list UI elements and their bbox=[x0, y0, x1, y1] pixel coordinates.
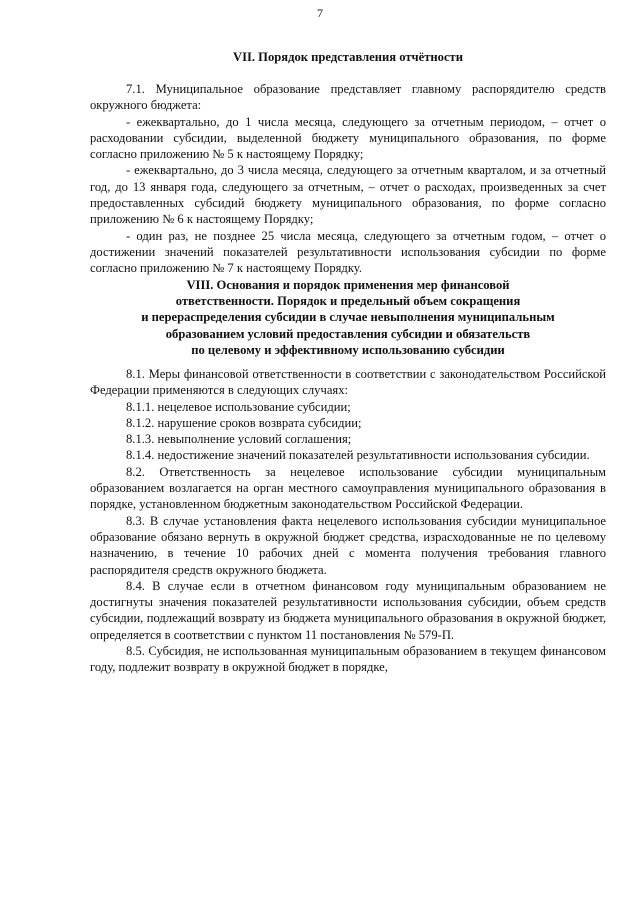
paragraph-7-1: 7.1. Муниципальное образование представляет главному распорядителю средств окружного бюджета: bbox=[90, 82, 606, 113]
paragraph-8-5: 8.5. Субсидия, не использованная муниципальным образованием в текущем финансовом году, подлежит возврату в окружной бюджет в порядке, bbox=[90, 644, 606, 675]
section-8-heading-line-1: VIII. Основания и порядок применения мер финансовой bbox=[186, 278, 510, 292]
page-number: 7 bbox=[317, 6, 323, 20]
paragraph-8-4: 8.4. В случае если в отчетном финансовом году муниципальным образованием не достигнуты значения показателей результативности использования субсидии, объем средств субсидии, подлежащий возврату из бюджета муниципального образования в окружной бюджет, определяется в соответствии с пунктом 11 постановления № 579-П. bbox=[90, 578, 606, 642]
paragraph-8-1-1: 8.1.1. нецелевое использование субсидии; bbox=[126, 399, 351, 414]
paragraph-8-1: 8.1. Меры финансовой ответственности в соответствии с законодательством Российской Федерации применяются в следующих случаях: bbox=[90, 367, 606, 398]
paragraph-8-3: 8.3. В случае установления факта нецелевого использования субсидии муниципальное образование обязано вернуть в окружной бюджет средства, израсходованные не по целевому назначению, в течение 10 рабочих дней с момента получения требования главного распорядителя средств окружного бюджета. bbox=[90, 513, 606, 577]
paragraph-8-1-2: 8.1.2. нарушение сроков возврата субсидии; bbox=[126, 415, 362, 430]
section-7-heading: VII. Порядок представления отчётности bbox=[232, 50, 463, 64]
paragraph-7-1-item-2: - ежеквартально, до 3 числа месяца, следующего за отчетным кварталом, и за отчетный год, до 13 января года, следующего за отчетным, – отчет о расходах, произведенных за счет предоставленных субсидий бюджету муниципального образования, по форме согласно приложению № 6 к настоящему Порядку; bbox=[90, 163, 606, 227]
section-8-heading-line-5: по целевому и эффективному использованию субсидии bbox=[191, 342, 505, 357]
paragraph-7-1-item-3: - один раз, не позднее 25 числа месяца, следующего за отчетным годом, – отчет о достижении значений показателей результативности использования субсидии по форме согласно приложению № 7 к настоящему Порядку. bbox=[90, 228, 606, 276]
section-8-heading bbox=[90, 277, 606, 358]
section-8-heading-line-2: ответственности. Порядок и предельный объем сокращения bbox=[175, 294, 521, 309]
section-7-body bbox=[90, 81, 606, 277]
section-8-heading-line-3: и перераспределения субсидии в случае невыполнения муниципальным bbox=[141, 310, 555, 325]
paragraph-8-2: 8.2. Ответственность за нецелевое использование субсидии муниципальным образованием возлагается на орган местного самоуправления муниципального образования в порядке, установленном бюджетным законодательством Российской Федерации. bbox=[90, 464, 606, 512]
section-8-body bbox=[90, 366, 606, 676]
paragraph-8-1-4: 8.1.4. недостижение значений показателей результативности использования субсидии. bbox=[126, 448, 590, 463]
paragraph-8-1-3: 8.1.3. невыполнение условий соглашения; bbox=[126, 432, 352, 447]
paragraph-7-1-item-1: - ежеквартально, до 1 числа месяца, следующего за отчетным периодом, – отчет о расходовании субсидии, выделенной бюджету муниципального образования, по форме согласно приложению № 5 к настоящему Порядку; bbox=[90, 114, 606, 162]
section-8-heading-line-4: образованием условий предоставления субсидии и обязательств bbox=[165, 326, 531, 341]
